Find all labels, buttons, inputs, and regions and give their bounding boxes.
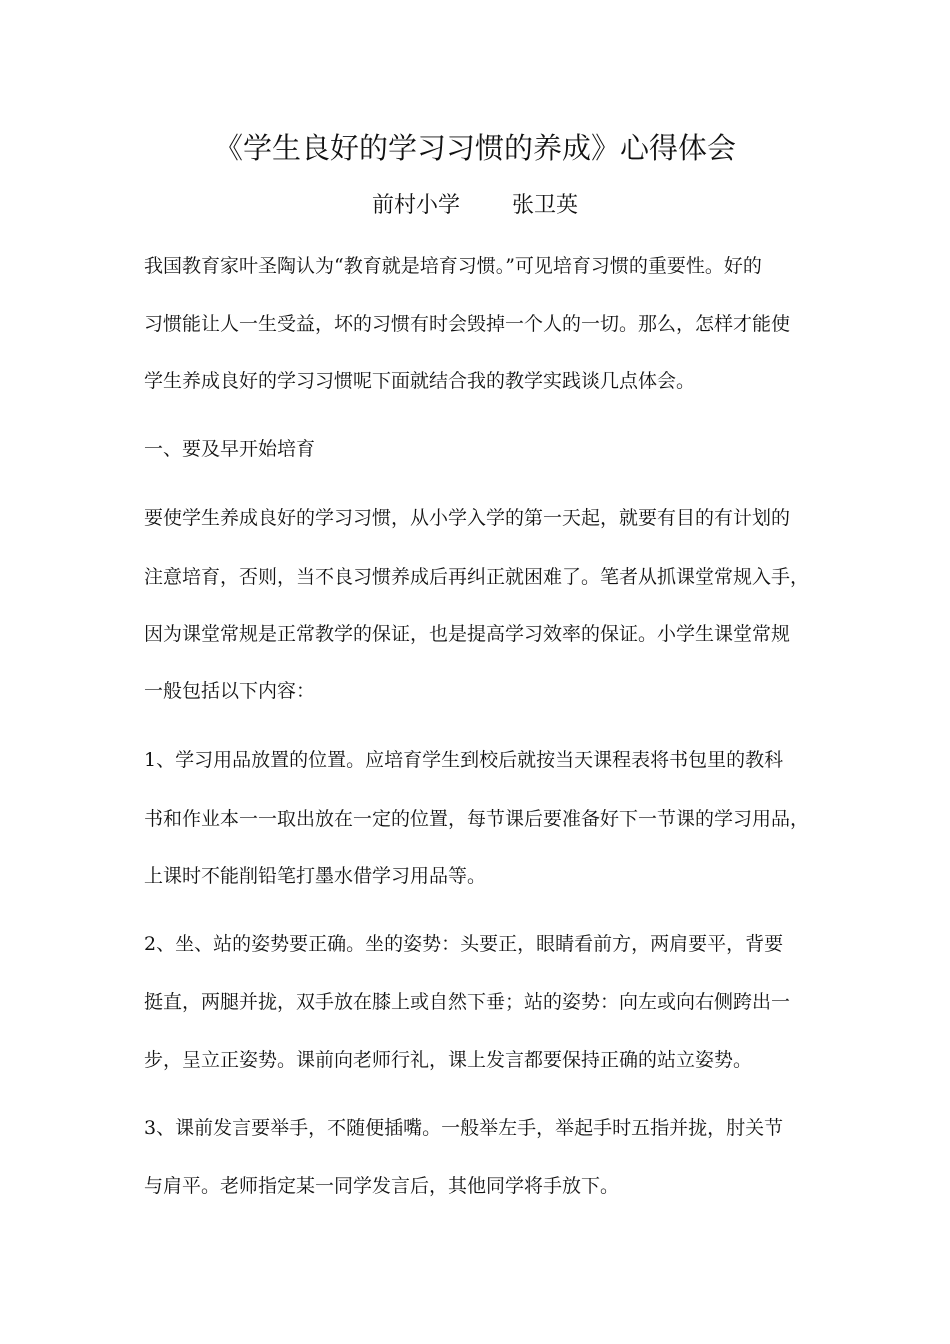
- school-name: 前村小学: [371, 193, 460, 218]
- document-title: 《学生良好的学习习惯的养成》心得体会: [213, 131, 736, 165]
- section-line-2: 注意培育，否则，当不良习惯养成后再纠正就困难了。笔者从抓课堂常规入手，: [144, 566, 810, 588]
- item-1-line-3: 上课时不能削铅笔打墨水借学习用品等。: [144, 865, 487, 887]
- item-3-line-1: 3、课前发言要举手，不随便插嘴。一般举左手，举起手时五指并拢，肘关节: [144, 1117, 784, 1139]
- section-line-4: 一般包括以下内容：: [144, 680, 316, 702]
- intro-line-1: 我国教育家叶圣陶认为“教育就是培育习惯。”可见培育习惯的重要性。好的: [144, 255, 762, 277]
- author-name: 张卫英: [512, 193, 579, 218]
- item-1-line-2: 书和作业本一一取出放在一定的位置，每节课后要准备好下一节课的学习用品，: [144, 808, 810, 830]
- section-heading: 一、要及早开始培育: [144, 438, 316, 460]
- item-2-line-2: 挺直，两腿并拢，双手放在膝上或自然下垂；站的姿势：向左或向右侧跨出一: [144, 991, 791, 1013]
- item-3-line-2: 与肩平。老师指定某一同学发言后，其他同学将手放下。: [144, 1175, 620, 1197]
- item-2-line-3: 步，呈立正姿势。课前向老师行礼，课上发言都要保持正确的站立姿势。: [144, 1049, 753, 1071]
- byline: [0, 190, 950, 222]
- intro-line-3: 学生养成良好的学习习惯呢下面就结合我的教学实践谈几点体会。: [144, 370, 696, 392]
- section-line-1: 要使学生养成良好的学习习惯，从小学入学的第一天起，就要有目的有计划的: [144, 507, 791, 529]
- item-1-line-1: 1、学习用品放置的位置。应培育学生到校后就按当天课程表将书包里的教科: [144, 749, 784, 771]
- intro-line-2: 习惯能让人一生受益，坏的习惯有时会毁掉一个人的一切。那么，怎样才能使: [144, 313, 791, 335]
- item-2-line-1: 2、坐、站的姿势要正确。坐的姿势：头要正，眼睛看前方，两肩要平，背要: [144, 933, 784, 955]
- section-line-3: 因为课堂常规是正常教学的保证，也是提高学习效率的保证。小学生课堂常规: [144, 623, 791, 645]
